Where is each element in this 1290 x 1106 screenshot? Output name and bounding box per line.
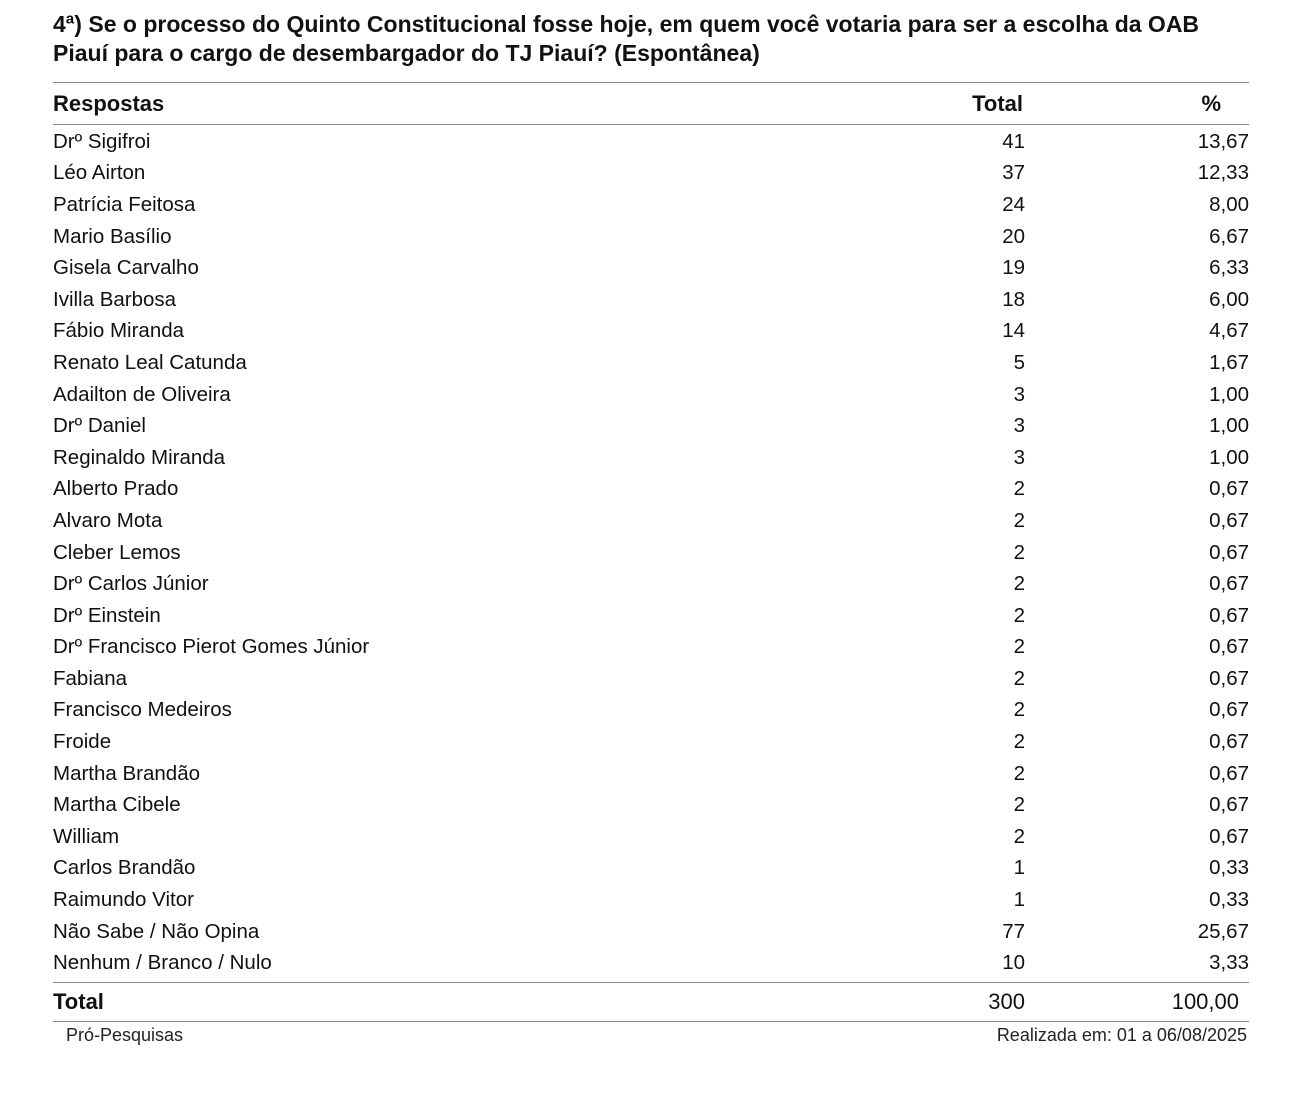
row-percent: 12,33 <box>1197 161 1249 185</box>
row-name: Renato Leal Catunda <box>53 350 247 374</box>
row-percent: 6,00 <box>1209 287 1249 311</box>
row-total: 41 <box>1002 129 1025 153</box>
footer <box>66 1025 1247 1046</box>
row-name: Drº Sigifroi <box>53 129 151 153</box>
header-respostas: Respostas <box>53 90 165 116</box>
page-title: 4ª) Se o processo do Quinto Constitucional fosse hoje, em quem você votaria para ser a escolha da OAB Piauí para o cargo de desembargador do TJ Piauí? (Espontânea) <box>53 11 1200 66</box>
row-total: 20 <box>1002 224 1025 248</box>
table-row <box>53 726 1249 758</box>
table-row <box>53 347 1249 379</box>
results-table <box>53 82 1249 1022</box>
row-percent: 4,67 <box>1209 319 1249 343</box>
row-name: Drº Einstein <box>53 603 161 627</box>
row-total: 3 <box>1013 414 1025 438</box>
table-body <box>53 125 1249 982</box>
row-percent: 0,67 <box>1209 508 1249 532</box>
row-total: 10 <box>1002 951 1025 975</box>
row-total: 18 <box>1002 287 1025 311</box>
header-percent: % <box>1201 90 1221 116</box>
table-row <box>53 632 1249 664</box>
table-row <box>53 695 1249 727</box>
row-name: Raimundo Vitor <box>53 888 194 912</box>
row-percent: 8,00 <box>1209 192 1249 216</box>
row-name: Léo Airton <box>53 161 146 185</box>
table-row <box>53 221 1249 253</box>
row-percent: 13,67 <box>1197 129 1249 153</box>
table-row <box>53 853 1249 885</box>
table-row <box>53 126 1249 158</box>
table-row <box>53 537 1249 569</box>
row-total: 2 <box>1013 730 1025 754</box>
row-name: Carlos Brandão <box>53 856 196 880</box>
row-name: Francisco Medeiros <box>53 698 232 722</box>
row-percent: 6,33 <box>1209 256 1249 280</box>
footer-date: Realizada em: 01 a 06/08/2025 <box>996 1025 1247 1045</box>
table-row <box>53 789 1249 821</box>
row-name: Drº Francisco Pierot Gomes Júnior <box>53 635 370 659</box>
table-row <box>53 252 1249 284</box>
row-percent: 0,67 <box>1209 666 1249 690</box>
table-row <box>53 600 1249 632</box>
table-row <box>53 158 1249 190</box>
row-name: Martha Cibele <box>53 793 181 817</box>
row-total: 14 <box>1002 319 1025 343</box>
row-name: Mario Basílio <box>53 224 172 248</box>
row-percent: 6,67 <box>1209 224 1249 248</box>
row-percent: 1,00 <box>1209 445 1249 469</box>
table-row <box>53 916 1249 948</box>
totals-total: 300 <box>988 989 1025 1015</box>
row-total: 2 <box>1013 761 1025 785</box>
row-total: 2 <box>1013 698 1025 722</box>
row-total: 2 <box>1013 635 1025 659</box>
row-percent: 0,67 <box>1209 635 1249 659</box>
row-percent: 0,67 <box>1209 477 1249 501</box>
row-percent: 0,67 <box>1209 572 1249 596</box>
row-name: Adailton de Oliveira <box>53 382 231 406</box>
row-percent: 0,67 <box>1209 761 1249 785</box>
totals-label: Total <box>53 989 104 1015</box>
bottom-rule <box>53 1021 1249 1022</box>
row-name: Nenhum / Branco / Nulo <box>53 951 272 975</box>
row-name: Patrícia Feitosa <box>53 192 196 216</box>
row-percent: 0,33 <box>1209 856 1249 880</box>
row-percent: 1,67 <box>1209 350 1249 374</box>
row-percent: 0,67 <box>1209 603 1249 627</box>
row-percent: 0,67 <box>1209 793 1249 817</box>
row-name: Alvaro Mota <box>53 508 163 532</box>
row-percent: 1,00 <box>1209 382 1249 406</box>
row-name: Martha Brandão <box>53 761 201 785</box>
table-row <box>53 316 1249 348</box>
row-name: Alberto Prado <box>53 477 179 501</box>
row-name: Drº Carlos Júnior <box>53 572 209 596</box>
footer-source: Pró-Pesquisas <box>66 1025 184 1045</box>
row-total: 2 <box>1013 666 1025 690</box>
row-total: 5 <box>1013 350 1025 374</box>
row-total: 3 <box>1013 445 1025 469</box>
row-percent: 0,33 <box>1209 888 1249 912</box>
row-total: 3 <box>1013 382 1025 406</box>
table-row <box>53 758 1249 790</box>
row-percent: 25,67 <box>1197 919 1249 943</box>
row-name: Ivilla Barbosa <box>53 287 177 311</box>
table-header <box>53 83 1249 124</box>
table-row <box>53 568 1249 600</box>
row-percent: 0,67 <box>1209 824 1249 848</box>
table-row <box>53 884 1249 916</box>
table-row <box>53 189 1249 221</box>
totals-row <box>53 983 1249 1021</box>
table-row <box>53 821 1249 853</box>
table-row <box>53 474 1249 506</box>
row-total: 2 <box>1013 603 1025 627</box>
table-row <box>53 663 1249 695</box>
row-name: William <box>53 824 120 848</box>
row-name: Gisela Carvalho <box>53 256 199 280</box>
row-total: 2 <box>1013 572 1025 596</box>
table-row <box>53 442 1249 474</box>
totals-percent: 100,00 <box>1171 989 1239 1015</box>
row-name: Cleber Lemos <box>53 540 181 564</box>
row-total: 2 <box>1013 508 1025 532</box>
table-row <box>53 379 1249 411</box>
row-name: Não Sabe / Não Opina <box>53 919 260 943</box>
row-percent: 3,33 <box>1209 951 1249 975</box>
row-total: 1 <box>1013 888 1025 912</box>
row-name: Drº Daniel <box>53 414 146 438</box>
row-name: Froide <box>53 730 112 754</box>
row-total: 2 <box>1013 793 1025 817</box>
header-total: Total <box>972 90 1023 116</box>
row-total: 24 <box>1002 192 1025 216</box>
row-name: Reginaldo Miranda <box>53 445 226 469</box>
row-percent: 1,00 <box>1209 414 1249 438</box>
row-total: 37 <box>1002 161 1025 185</box>
row-total: 2 <box>1013 477 1025 501</box>
row-percent: 0,67 <box>1209 730 1249 754</box>
table-row <box>53 947 1249 979</box>
row-total: 19 <box>1002 256 1025 280</box>
row-total: 77 <box>1002 919 1025 943</box>
row-percent: 0,67 <box>1209 540 1249 564</box>
row-name: Fábio Miranda <box>53 319 185 343</box>
table-row <box>53 505 1249 537</box>
row-total: 2 <box>1013 824 1025 848</box>
row-name: Fabiana <box>53 666 128 690</box>
table-row <box>53 284 1249 316</box>
row-total: 2 <box>1013 540 1025 564</box>
table-row <box>53 410 1249 442</box>
row-total: 1 <box>1013 856 1025 880</box>
row-percent: 0,67 <box>1209 698 1249 722</box>
